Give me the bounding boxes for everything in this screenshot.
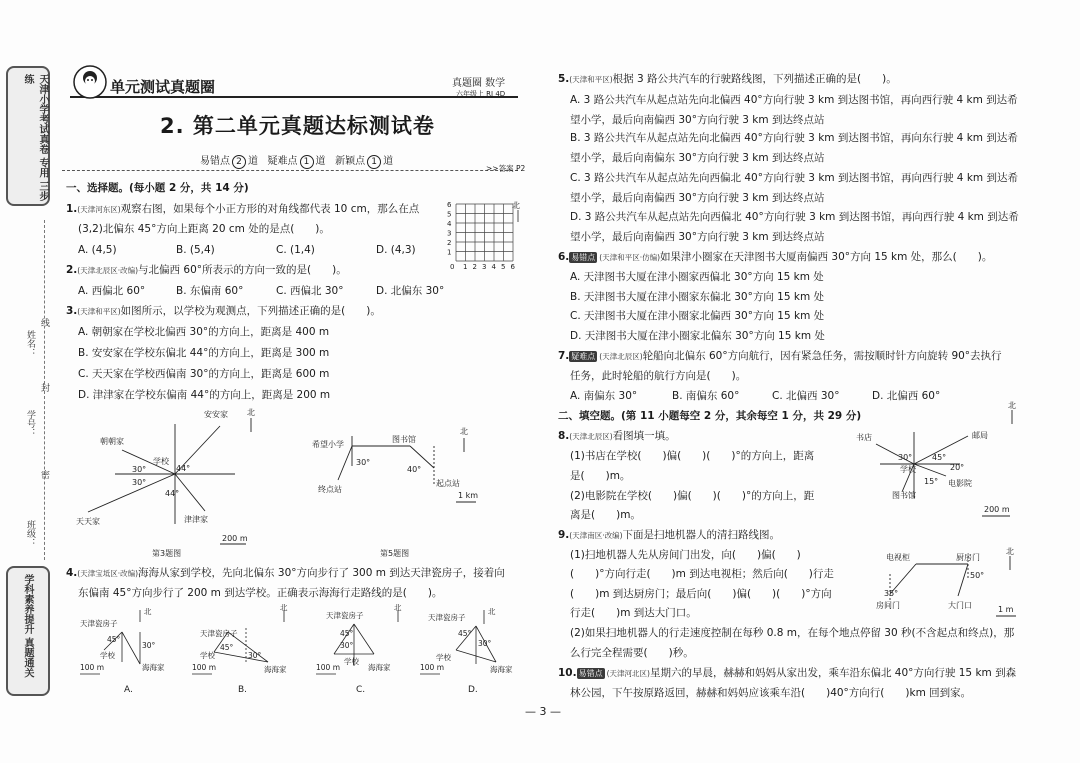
q1-option-c[interactable]: C. (1,4) [276,244,315,256]
q5-library-label: 图书馆 [392,435,416,444]
q4b-scale: 100 m [192,663,217,672]
q3-line-jinjin [175,474,205,511]
q9-angle-50: 50° [970,571,985,580]
q7-option-c[interactable]: C. 北偏西 30° [772,390,840,402]
q1-line2: (3,2)北偏东 45°方向上距离 20 cm 处的是点( )。 [78,223,330,235]
q6-text: 如果津小圈家在天津图书大厦南偏西 30°方向 15 km 处，那么( )。 [660,251,993,263]
q10-source: (天津河北区) [606,669,650,678]
hard-unit: 道 [315,156,326,167]
q10-line1 [558,666,1016,681]
q4c-a1: 45° [340,629,354,638]
q1-grid-x-2: 2 [472,263,477,271]
q9-tv: 电视柜 [886,553,910,562]
q8-figure [850,398,1030,522]
q7-num: 7. [558,350,570,362]
q1-text1: 观察右图，如果每个小正方形的对角线都代表 10 cm，那么在点 [120,203,420,215]
q5-figure [300,422,500,560]
q2-option-c[interactable]: C. 西偏北 30° [276,285,344,297]
q9-room: 房间门 [876,601,900,610]
q8-angle-20: 20° [950,463,965,472]
q1-line1 [66,202,419,217]
question-stats [200,152,393,169]
q4-line1 [66,566,505,581]
q4-num: 4. [66,567,78,579]
q3-zhaozhao-label: 朝朝家 [100,437,124,446]
q7-text1: 轮船向北偏东 60°方向航行，因有紧急任务，需按顺时针方向旋转 90°去执行 [642,350,1002,362]
q7-line1 [558,349,1002,364]
q1-options [78,243,416,257]
q4b-house: 天津瓷房子 [200,629,238,638]
q8-school: 学校 [900,465,916,474]
q3-line [66,304,381,319]
q8-bookstore: 书店 [856,433,872,442]
cut-line [44,220,45,560]
q4-source: (天津宝坻区·改编) [77,569,139,578]
section1-title: 一、选择题。(每小题 2 分，共 14 分) [66,182,249,194]
q5-option-b-2[interactable]: 望小学，最后向南偏东 30°方向行驶 3 km 到达终点站 [570,152,825,164]
q9-l6: 么行完全程需要( )秒。 [570,647,694,659]
q5-option-d-2[interactable]: 望小学，最后向南偏西 30°方向行驶 3 km 到达终点站 [570,231,825,243]
q8-text: 看图填一填。 [612,430,676,442]
q4d-school: 学校 [436,653,451,662]
q3-option-c[interactable]: C. 天天家在学校西偏南 30°的方向上，距离是 600 m [78,368,330,380]
q2-option-b[interactable]: B. 东偏南 60° [176,285,244,297]
q4b-north: 北 [280,603,288,612]
page-title: 2. 第二单元真题达标测试卷 [160,114,435,138]
q3-north-label: 北 [247,408,255,417]
q7-option-d[interactable]: D. 北偏西 60° [872,390,941,402]
q3-angle-44a: 44° [176,464,191,473]
q10-tag: 易错点 [578,669,603,678]
q2-num: 2. [66,264,78,276]
q9-l1: (1)扫地机器人先从房间门出发，向( )偏( ) [570,549,801,561]
q5-angle-40: 40° [407,465,422,474]
q6-option-b[interactable]: B. 天津图书大厦在津小圈家东偏北 30°方向 15 km 处 [570,291,825,303]
q7-source: (天津北辰区) [599,352,643,361]
q1-grid-north: 北 [512,201,520,210]
q4a-house: 天津瓷房子 [80,619,118,628]
q2-text: 与北偏西 60°所表示的方向一致的是( )。 [138,264,347,276]
q4-line2: 东偏南 45°方向步行了 200 m 到达学校。正确表示海海行走路线的是( )。 [78,587,443,599]
q4a-school: 学校 [100,651,115,660]
q8-l3: (2)电影院在学校( )偏( )( )°的方向上，距 [570,490,815,502]
hard-count: 1 [300,155,314,169]
new-unit: 道 [383,156,394,167]
q8-scale: 200 m [984,505,1010,514]
page-number: — 3 — [525,705,561,718]
q3-anan-label: 安安家 [204,410,228,419]
q1-num: 1. [66,203,78,215]
q3-text: 如图所示，以学校为观测点，下列描述正确的是( )。 [120,305,381,317]
q3-figure [70,404,280,560]
q9-l5: (2)如果扫地机器人的行走速度控制在每秒 0.8 m，在每个地点停留 30 秒(不含起点和终点)，那 [570,627,1015,639]
q5-option-b-1[interactable]: B. 3 路公共汽车从起点站先向北偏西 40°方向行驶 3 km 到达图书馆，再向东行驶 4 km 到达希 [570,132,1018,144]
q4c-label: C. [356,685,366,695]
q4d-a2: 30° [478,639,492,648]
seal-label: 封 [39,383,49,392]
q1-source: (天津河东区) [77,205,121,214]
q8-source: (天津北辰区) [569,432,613,441]
mascot-icon [72,64,108,100]
book-info [452,74,505,99]
series-title: 单元测试真题圈 [110,78,216,96]
dense-label: 密 [39,470,49,479]
q2-option-a[interactable]: A. 西偏北 60° [78,285,146,297]
q3-num: 3. [66,305,78,317]
q4a-north: 北 [144,607,152,616]
q5-scale-label: 1 km [458,491,479,500]
q4a-home: 海海家 [142,663,165,672]
q9-text: 下面是扫地机器人的清扫路线图。 [622,529,781,541]
q4-figure-b[interactable] [186,602,294,698]
q6-source: (天津和平区·仿编) [599,253,661,262]
q6-option-a[interactable]: A. 天津图书大厦在津小圈家西偏北 30°方向 15 km 处 [570,271,824,283]
q5-option-a-1[interactable]: A. 3 路公共汽车从起点站先向北偏西 40°方向行驶 3 km 到达图书馆，再向西行驶 4 km 到达希 [570,94,1018,106]
new-count: 1 [367,155,381,169]
q2-source: (天津北辰区·改编) [77,266,139,275]
q8-post: 邮局 [972,431,988,440]
q6-tag: 易错点 [571,253,596,262]
q8-l4: 离是( )m。 [570,509,641,521]
answer-reference: >>答案 P2 [486,164,526,173]
q8-north: 北 [1008,401,1016,410]
q5-caption: 第5题图 [380,549,410,558]
section2-title: 二、填空题。(第 11 小题每空 2 分，其余每空 1 分，共 29 分) [558,410,862,422]
q8-angle-45: 45° [932,453,947,462]
q5-end-label: 终点站 [318,485,342,494]
q4c-house: 天津瓷房子 [326,611,364,620]
q5-num: 5. [558,73,570,85]
q7-tag: 疑难点 [571,352,596,361]
binding-margin [0,0,58,763]
q5-line [558,72,897,87]
q4c-a2: 30° [340,641,354,650]
q1-grid-x-3: 3 [482,263,487,271]
q8-library: 图书馆 [892,491,916,500]
err-label: 易错点 [200,156,230,167]
q4c-home: 海海家 [368,663,391,672]
q10-text1: 星期六的早晨，赫赫和妈妈从家出发，乘车沿东偏北 40°方向行驶 15 km 到森 [649,667,1017,679]
q4b-a2: 30° [248,651,262,660]
q9-angle-35: 35° [884,589,899,598]
q1-grid-y-5: 5 [447,210,452,219]
q1-option-b[interactable]: B. (5,4) [176,244,215,256]
q4-figure-d[interactable] [414,602,522,698]
series-badge-bottom-text: 学科素养提升 真题通关 [22,574,33,678]
q3-angle-30a: 30° [132,465,147,474]
q1-option-a[interactable]: A. (4,5) [78,244,117,256]
q9-line [558,528,780,543]
q5-option-a-2[interactable]: 望小学，最后向南偏西 30°方向行驶 3 km 到达终点站 [570,114,825,126]
id-label: 学号： [25,410,35,437]
q9-num: 9. [558,529,570,541]
q1-grid-x-6: 6 [510,263,515,271]
q4-figure-c[interactable] [300,602,408,698]
q5-option-c-1[interactable]: C. 3 路公共汽车从起点站先向西偏北 40°方向行驶 3 km 到达图书馆，再向西行驶 4 km 到达希 [570,172,1018,184]
q4d-home: 海海家 [490,665,513,674]
q3-angle-44b: 44° [165,489,180,498]
q1-grid-x-1: 1 [463,263,468,271]
q4-figure-a[interactable] [76,602,184,698]
q3-jinjin-label: 津津家 [184,515,208,524]
book-name: 真题圈 数学 [452,78,506,89]
q8-line [558,429,676,444]
q8-l1: (1)书店在学校( )偏( )( )°的方向上，距离 [570,450,815,462]
q4b-a1: 45° [220,643,234,652]
q4d-label: D. [468,685,478,695]
q2-options [78,284,444,298]
q9-source: (天津南区·改编) [569,531,623,540]
q8-l2: 是( )m。 [570,470,631,482]
q2-option-d[interactable]: D. 北偏东 30° [376,285,445,297]
q10-line2: 林公园，下午按原路返回，赫赫和妈妈应该乘车沿( )40°方向行( )km 回到家。 [570,687,972,699]
q1-grid-y-2: 2 [447,239,452,247]
q3-angle-30b: 30° [132,478,147,487]
q5-angle-30: 30° [356,458,371,467]
seal-line-label: 线 [39,318,49,327]
q3-school-label: 学校 [153,457,169,466]
q9-l4: 行走( )m 到达大门口。 [570,607,697,619]
series-badge-top-text: 天津小学考试真卷 专用 三步练 [22,74,48,201]
series-badge-top [6,66,50,206]
q5-xiwang-label: 希望小学 [312,440,344,449]
q5-option-d-1[interactable]: D. 3 路公共汽车从起点站先向西偏北 40°方向行驶 3 km 到达图书馆，再向西行驶 4 km 到达希 [570,211,1019,223]
q3-source: (天津和平区) [77,307,121,316]
q7-line2: 任务，此时轮船的航行方向是( )。 [570,370,747,382]
q1-grid-y-4: 4 [447,220,452,228]
q5-north-label: 北 [460,427,468,436]
q9-figure [858,544,1028,622]
q6-option-c[interactable]: C. 天津图书大厦在津小圈家北偏西 30°方向 15 km 处 [570,310,825,322]
q5-start-label: 起点站 [436,479,460,488]
err-count: 2 [232,155,246,169]
q4d-house: 天津瓷房子 [428,613,466,622]
new-label: 新颖点 [335,156,366,167]
q3-option-b[interactable]: B. 安安家在学校东偏北 44°的方向上，距离是 300 m [78,347,330,359]
q3-scale-label: 200 m [222,534,248,543]
q4b-school: 学校 [200,651,215,660]
q4a-a2: 30° [142,641,156,650]
grade-label: 六年级上 RJ 4D [455,90,506,98]
q7-option-b[interactable]: B. 南偏东 60° [672,390,740,402]
q9-scale: 1 m [998,605,1014,614]
q4d-a1: 45° [458,629,472,638]
q9-l3: ( )m 到达厨房门；最后向( )偏( )( )°方向 [570,588,832,600]
q9-kitchen: 厨房门 [956,553,980,562]
q5-option-c-2[interactable]: 望小学，最后向南偏西 30°方向行驶 3 km 到达终点站 [570,192,825,204]
q4a-label: A. [124,685,133,695]
q6-option-d[interactable]: D. 天津图书大厦在津小圈家北偏东 30°方向 15 km 处 [570,330,825,342]
q8-cinema: 电影院 [948,479,972,488]
q4a-scale: 100 m [80,663,105,672]
q5-source: (天津和平区) [569,75,613,84]
q6-line [558,250,992,265]
q1-grid-y-3: 3 [447,229,452,238]
q4b-home: 海海家 [264,665,287,674]
hard-label: 疑难点 [267,156,298,167]
q1-grid-figure [444,198,522,272]
q4a-a1: 45° [107,635,121,644]
q1-grid-y-1: 1 [447,248,452,257]
q5-route-end [338,446,352,480]
q1-grid-y-6: 6 [447,201,452,209]
q4d-scale: 100 m [420,663,445,672]
q1-grid-x-4: 4 [491,263,496,271]
q4b-label: B. [238,685,248,695]
q8-angle-15: 15° [924,477,939,486]
q4c-north: 北 [394,603,402,612]
q1-grid-y-0: 0 [450,263,455,271]
q10-num: 10. [558,667,577,679]
q4c-scale: 100 m [316,663,341,672]
q6-num: 6. [558,251,570,263]
q4d-north: 北 [488,607,496,616]
q3-tiantian-label: 天天家 [76,517,100,526]
q9-north: 北 [1006,547,1014,556]
q3-option-a[interactable]: A. 朝朝家在学校北偏西 30°的方向上，距离是 400 m [78,326,330,338]
header-divider [62,170,518,171]
q3-option-d[interactable]: D. 津津家在学校东偏南 44°的方向上，距离是 200 m [78,389,331,401]
q1-grid-x-5: 5 [501,263,506,271]
q5-text: 根据 3 路公共汽车的行驶路线图，下列描述正确的是( )。 [612,73,897,85]
q9-door: 大门口 [948,601,972,610]
q8-angle-30: 30° [898,453,913,462]
q4c-school: 学校 [344,657,359,666]
q2-line [66,263,347,278]
q9-l2: ( )°方向行走( )m 到达电视柜；然后向( )行走 [570,568,834,580]
q4-text1: 海海从家到学校，先向北偏东 30°方向步行了 300 m 到达天津瓷房子，接着向 [138,567,505,579]
q3-caption: 第3题图 [152,549,182,558]
q8-num: 8. [558,430,570,442]
err-unit: 道 [248,156,258,167]
class-label: 班级： [25,520,35,547]
q1-option-d[interactable]: D. (4,3) [376,244,416,256]
name-label: 姓名： [25,330,35,357]
series-badge-bottom [6,566,50,696]
q7-option-a[interactable]: A. 南偏东 30° [570,390,638,402]
